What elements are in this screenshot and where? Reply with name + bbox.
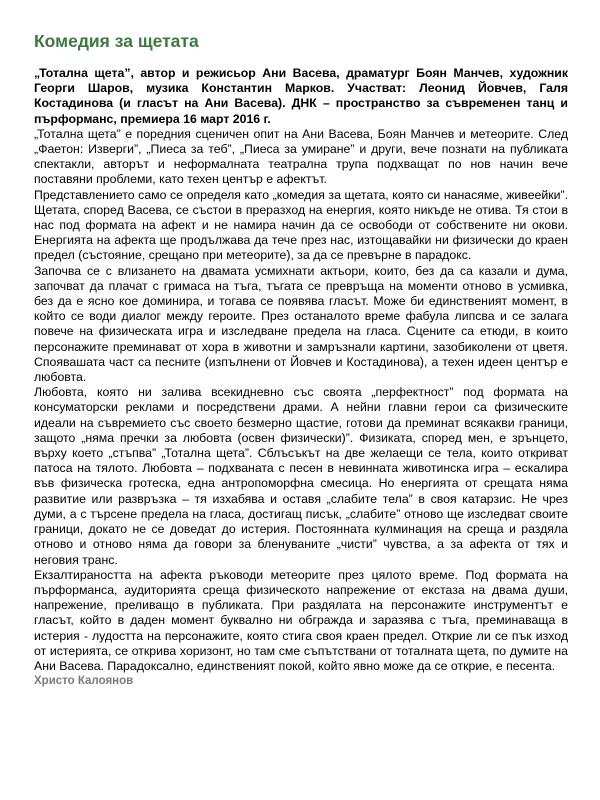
article-paragraph: Представлението само се определя като „комедия за щетата, която си нанасяме, живеейки”. Щетата, според Васева, се състои в преразход на енергия, която никъде не отива. Тя стои в нас под формата на афект и не намира начин да се освободи от собствените ни окови. Енергията на афекта ще продължава да тече през нас, изтощавайки ни физически до краен предел (състояние, срещано при метеорите), за да се превърне в парадокс. — [34, 187, 568, 263]
article-author: Христо Калоянов — [34, 675, 134, 688]
article — [34, 30, 568, 689]
article-paragraph: Започва се с влизането на двамата усмихнати актьори, които, без да са казали и дума, започват да плачат с гримаса на тъга, тъгата се превръща на моменти отново в усмивка, без да е ясно кое доминира, и тогава се появява гласът. Може би единственият момент, в който се води диалог между героите. През останалото време фабула липсва и се залага повече на физическата игра и изследване предела на гласа. Сцените са етюди, в които персонажите преминават от хора в животни и замръзнали картини, зазобиколени от цветя. Споявашата част са песните (изпълнени от Йовчев и Костадинова), а техен идеен център е любовта. — [34, 263, 568, 385]
article-paragraph: Любовта, която ни залива всекидневно със своята „перфектност” под формата на консуматорски реклами и посредствени драми. А нейни главни герои са физическите идеали на съвремието със своето безмерно щастие, готови да преминат всякакви граници, защото „няма пречки за любовта (освен физически)”. Физиката, според мен, е зрънцето, върху което „стъпва” „Тотална щета”. Сблъсъкът на две желаещи се тела, които откриват патоса на тялото. Любовта – подхваната с песен в невинната животинска игра – ескалира във физическа гротеска, една антропоморфна смесица. Но енергията от срещата няма развитие или развръзка – тя изхабява и оставя „слабите тела” в своя катарзис. Не чрез думи, а с търсене предела на гласа, достигащ писък, „слабите” отново ще изследват своите граници, докато не се доведат до истерия. Постоянната кулминация на среща и раздяла отново и отново няма да говори за бленуваните „чисти” чувства, а за афекта от тях и неговия транс. — [34, 385, 568, 567]
article-paragraph: „Тотална щета” е поредния сценичен опит на Ани Васева, Боян Манчев и метеорите. След „Фаетон: Изверги”, „Пиеса за теб”, „Пиеса за умиране” и други, вече познати на публиката спектакли, авторът и неформалната театрална трупа подхващат по нов начин вече поставяни проблеми, като техен център е афектът. — [34, 126, 568, 187]
article-paragraph: Екзалтираността на афекта ръководи метеорите през цялото време. Под формата на пърформанса, аудиторията среща физическото напрежение от екстаза на двама души, напрежение, преливащо в публиката. При раздялата на персонажите инструментът е гласът, който в даден момент буквално ни обгражда и заразява с тъга, преминаваща в истерия - лудостта на персонажите, която стига своя краен предел. Открие ли се пък изход от истерията, се открива хоризонт, но там сме съпътствани от тоталната щета, по думите на Ани Васева. Парадоксално, единственият покой, който явно може да се открие, е песента. — [34, 567, 568, 673]
article-lead: „Тотална щета”, автор и режисьор Ани Васева, драматург Боян Манчев, художник Георги Шаров, музика Константин Марков. Участват: Леонид Йовчев, Галя Костадинова (и гласът на Ани Васева). ДНК – пространство за съвременен танц и пърформанс, премиера 16 март 2016 г. — [34, 66, 568, 126]
article-title: Комедия за щетата — [34, 31, 199, 51]
